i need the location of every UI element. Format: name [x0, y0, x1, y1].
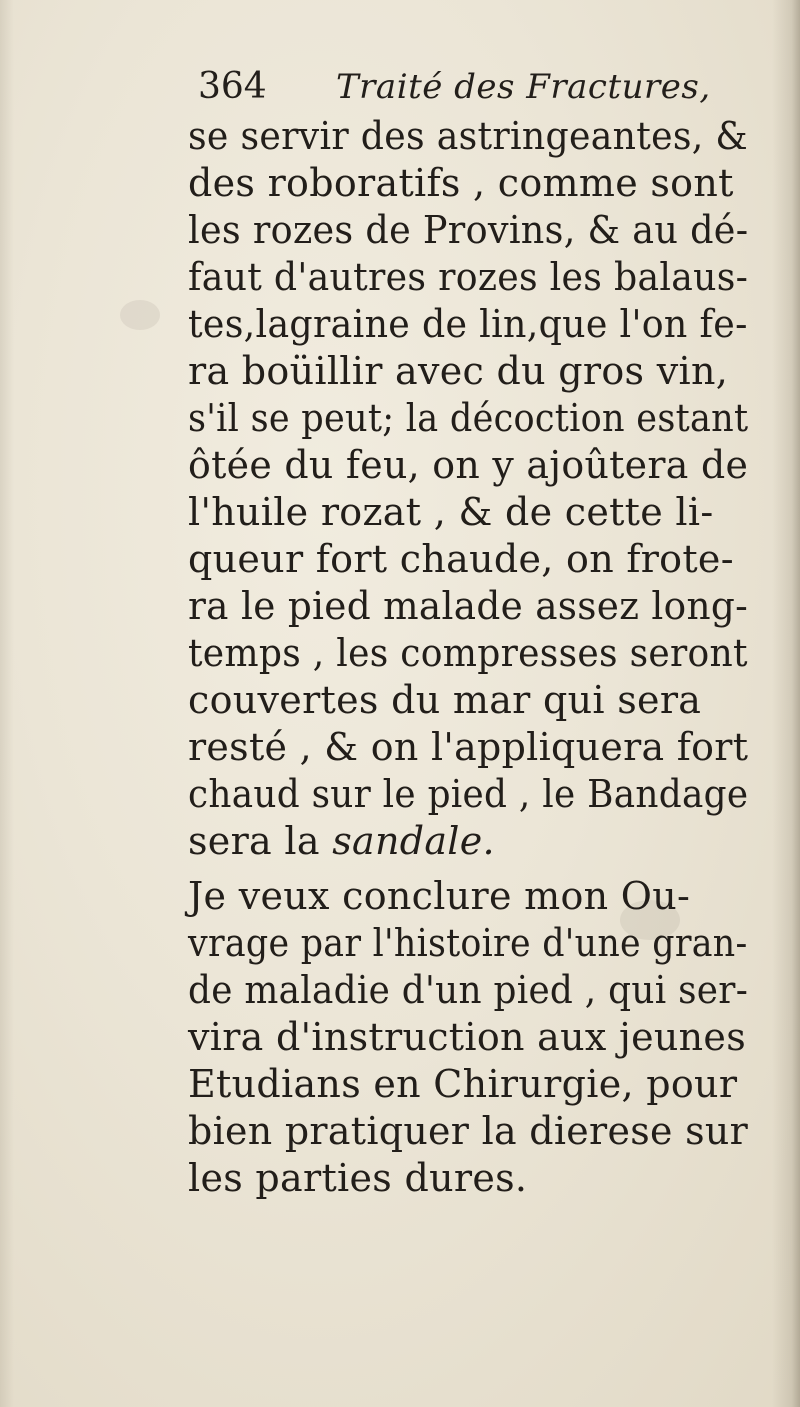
text-line: vrage par l'histoire d'une gran-: [188, 921, 748, 965]
text-line: chaud sur le pied , le Bandage: [188, 772, 749, 816]
text-line: l'huile rozat , & de cette li-: [188, 490, 714, 534]
text-line: de maladie d'un pied , qui ser-: [188, 968, 749, 1012]
text-line: couvertes du mar qui sera: [188, 678, 702, 722]
text-line: resté , & on l'appliquera fort: [188, 725, 749, 769]
text-line: ôtée du feu, on y ajoûtera de: [188, 443, 749, 487]
text-line: Je veux conclure mon Ou-: [188, 874, 691, 918]
text-line: bien pratiquer la dierese sur: [188, 1109, 749, 1153]
text-line: vira d'instruction aux jeunes: [188, 1015, 747, 1059]
text-line: temps , les compresses seront: [188, 631, 748, 675]
page-number: 364: [198, 66, 267, 107]
page-header: [198, 62, 718, 112]
text-line: tes,lagraine de lin,que l'on fe-: [188, 302, 748, 346]
text-line: ra boüillir avec du gros vin,: [188, 349, 729, 393]
paper-stain: [120, 300, 160, 330]
text-line: Etudians en Chirurgie, pour: [188, 1062, 738, 1106]
text-line: s'il se peut; la décoction estant: [188, 396, 749, 440]
text-line: queur fort chaude, on frote-: [188, 537, 734, 581]
text-line: faut d'autres rozes les balaus-: [188, 255, 749, 299]
text-line: sera la sandale.: [188, 819, 495, 863]
text-line: se servir des astringeantes, &: [188, 114, 748, 158]
italic-word: sandale.: [332, 819, 495, 863]
text-line: les parties dures.: [188, 1156, 528, 1200]
text-line: les rozes de Provins, & au dé-: [188, 208, 749, 252]
running-title: Traité des Fractures,: [336, 67, 711, 107]
text-line: ra le pied malade assez long-: [188, 584, 748, 628]
text-line: des roboratifs , comme sont: [188, 161, 734, 205]
